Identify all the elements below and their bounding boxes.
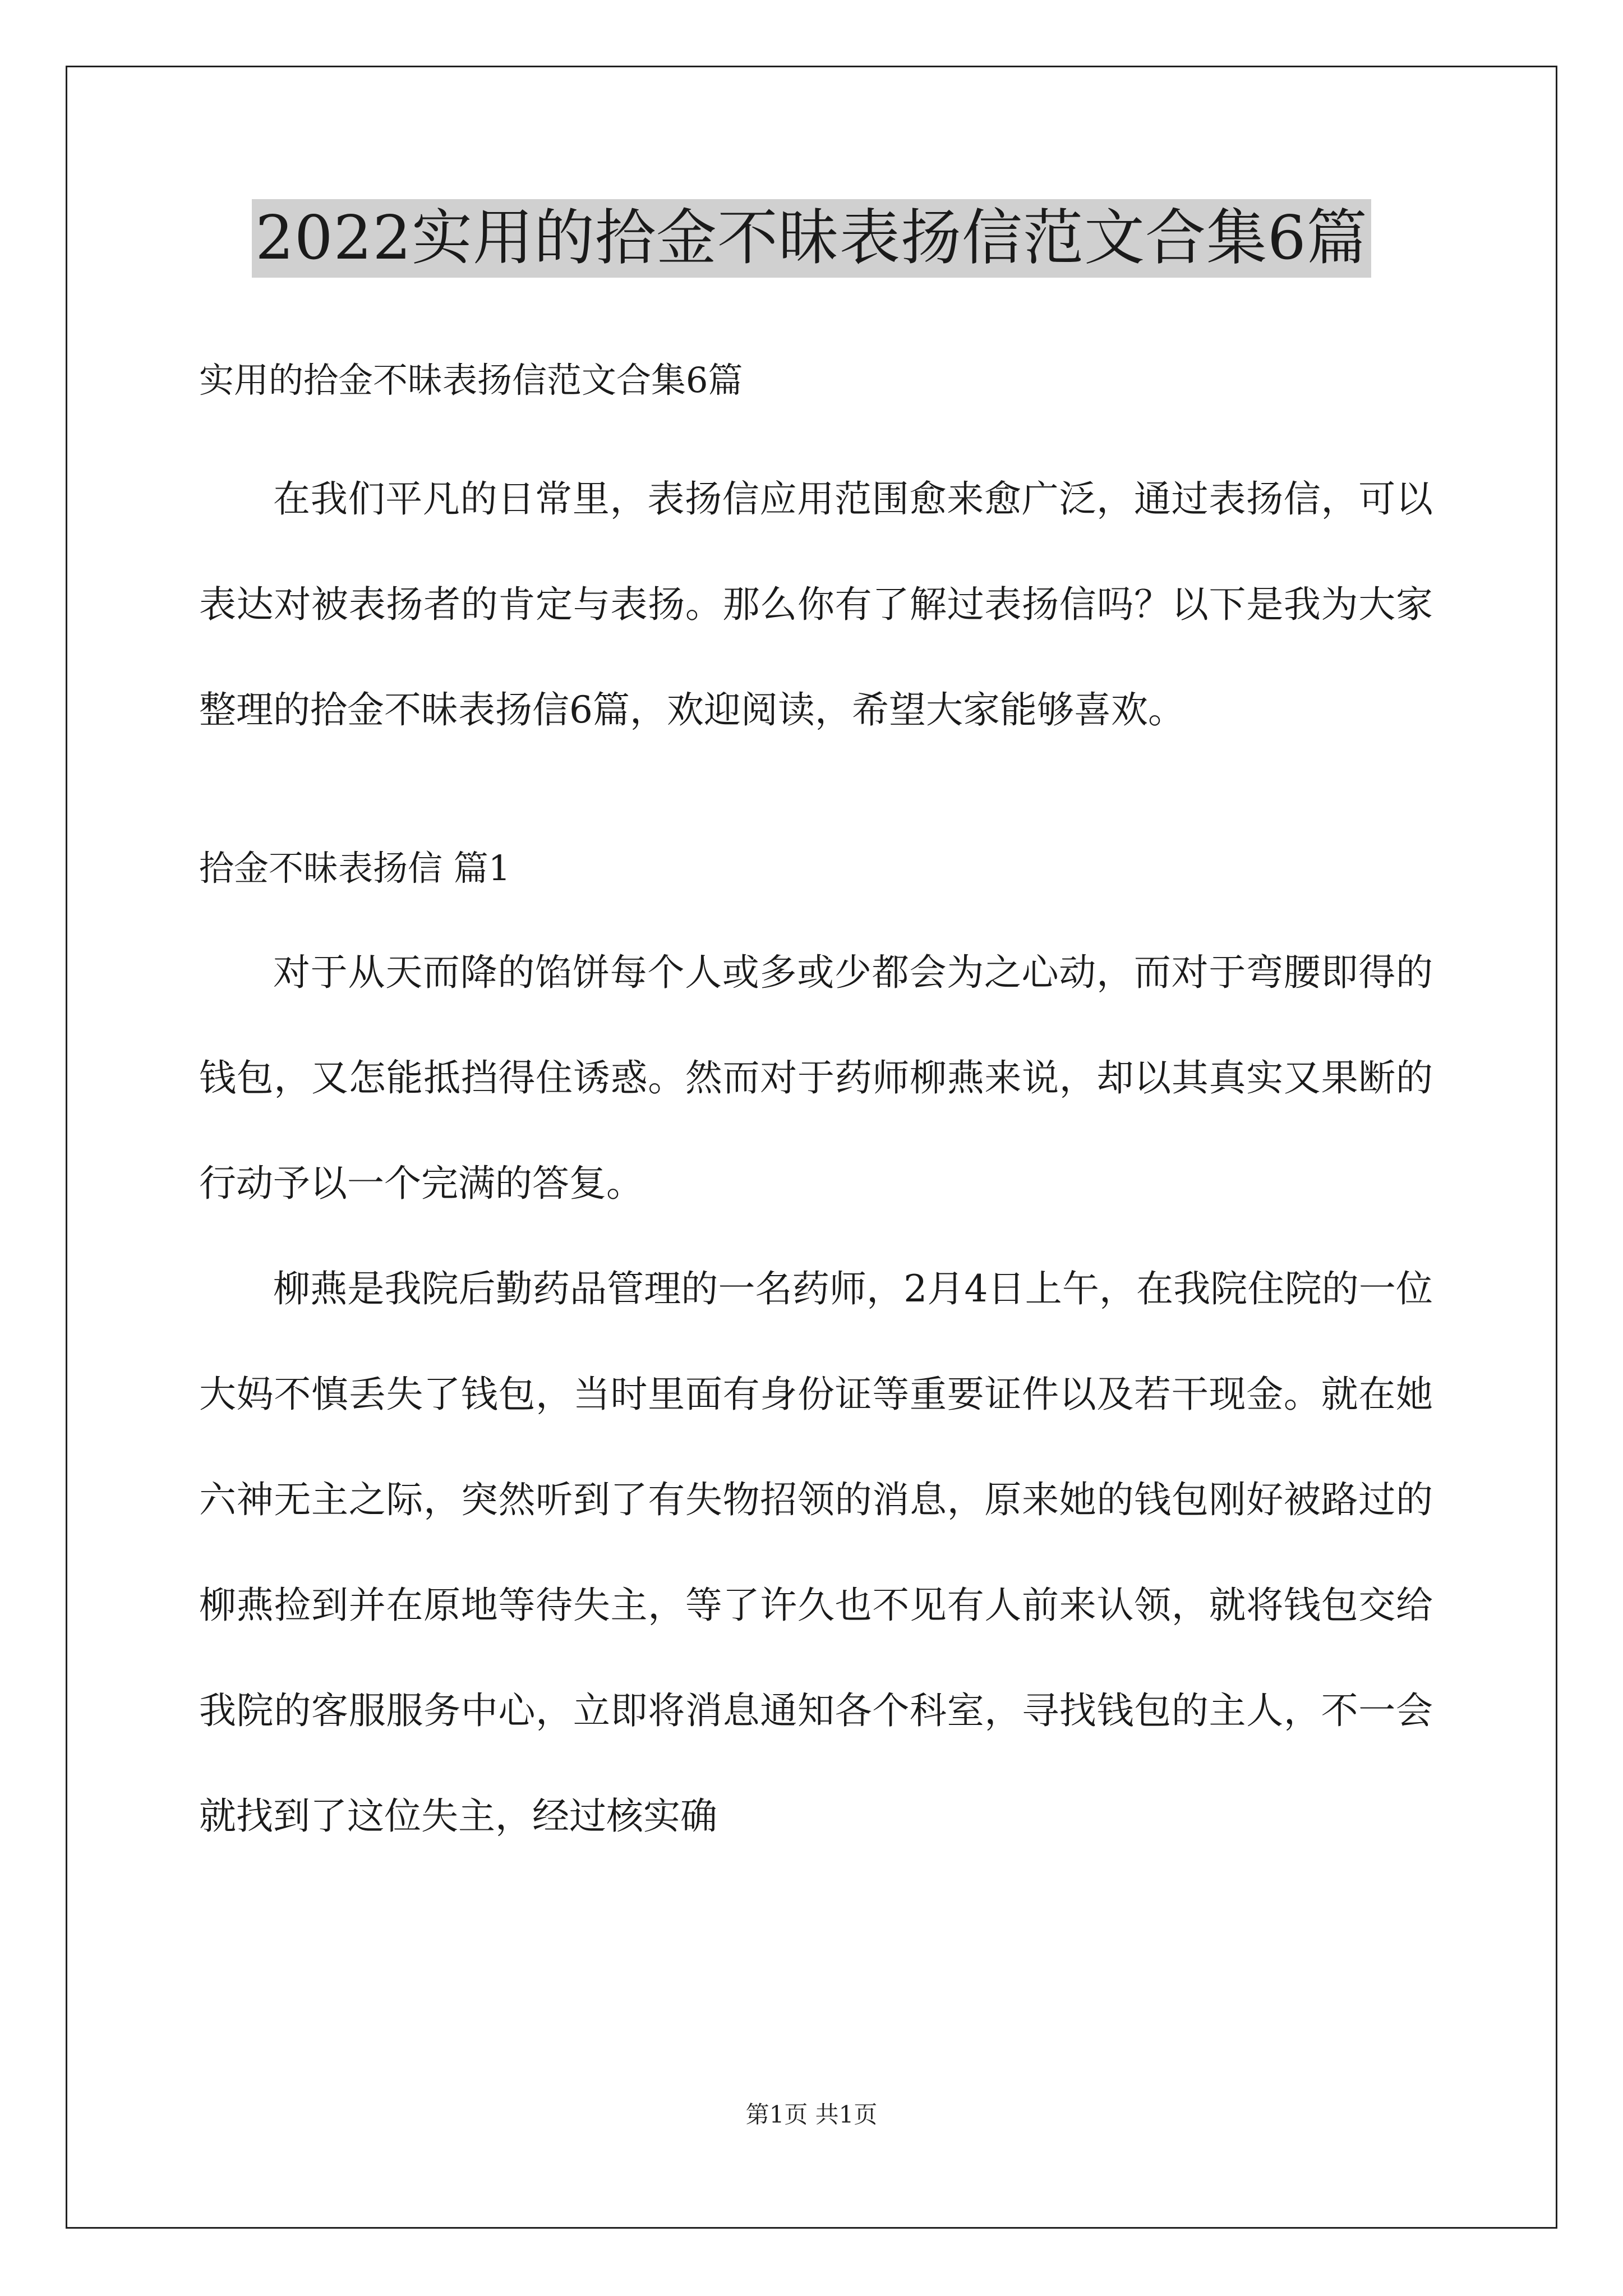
title-container: [0, 199, 1623, 278]
document-title: 2022实用的拾金不昧表扬信范文合集6篇: [252, 199, 1371, 278]
page-footer: 第1页 共1页: [745, 2101, 878, 2128]
body-paragraph: 对于从天而降的馅饼每个人或多或少都会为之心动，而对于弯腰即得的钱包，又怎能抵挡得住诱惑。然而对于药师柳燕来说，却以其真实又果断的行动予以一个完满的答复。: [199, 951, 1433, 1205]
section-heading: 拾金不昧表扬信 篇1: [199, 848, 511, 889]
intro-paragraph: 在我们平凡的日常里，表扬信应用范围愈来愈广泛，通过表扬信，可以表达对被表扬者的肯定与表扬。那么你有了解过表扬信吗？以下是我为大家整理的拾金不昧表扬信6篇，欢迎阅读，希望大家能够喜欢。: [199, 477, 1433, 731]
document-subtitle: 实用的拾金不昧表扬信范文合集6篇: [199, 360, 743, 401]
body-paragraph: 柳燕是我院后勤药品管理的一名药师，2月4日上午，在我院住院的一位大妈不慎丢失了钱包，当时里面有身份证等重要证件以及若干现金。就在她六神无主之际，突然听到了有失物招领的消息，原来她的钱包刚好被路过的柳燕捡到并在原地等待失主，等了许久也不见有人前来认领，就将钱包交给我院的客服服务中心，立即将消息通知各个科室，寻找钱包的主人，不一会就找到了这位失主，经过核实确: [199, 1267, 1433, 1838]
document-body: [199, 353, 1433, 1869]
